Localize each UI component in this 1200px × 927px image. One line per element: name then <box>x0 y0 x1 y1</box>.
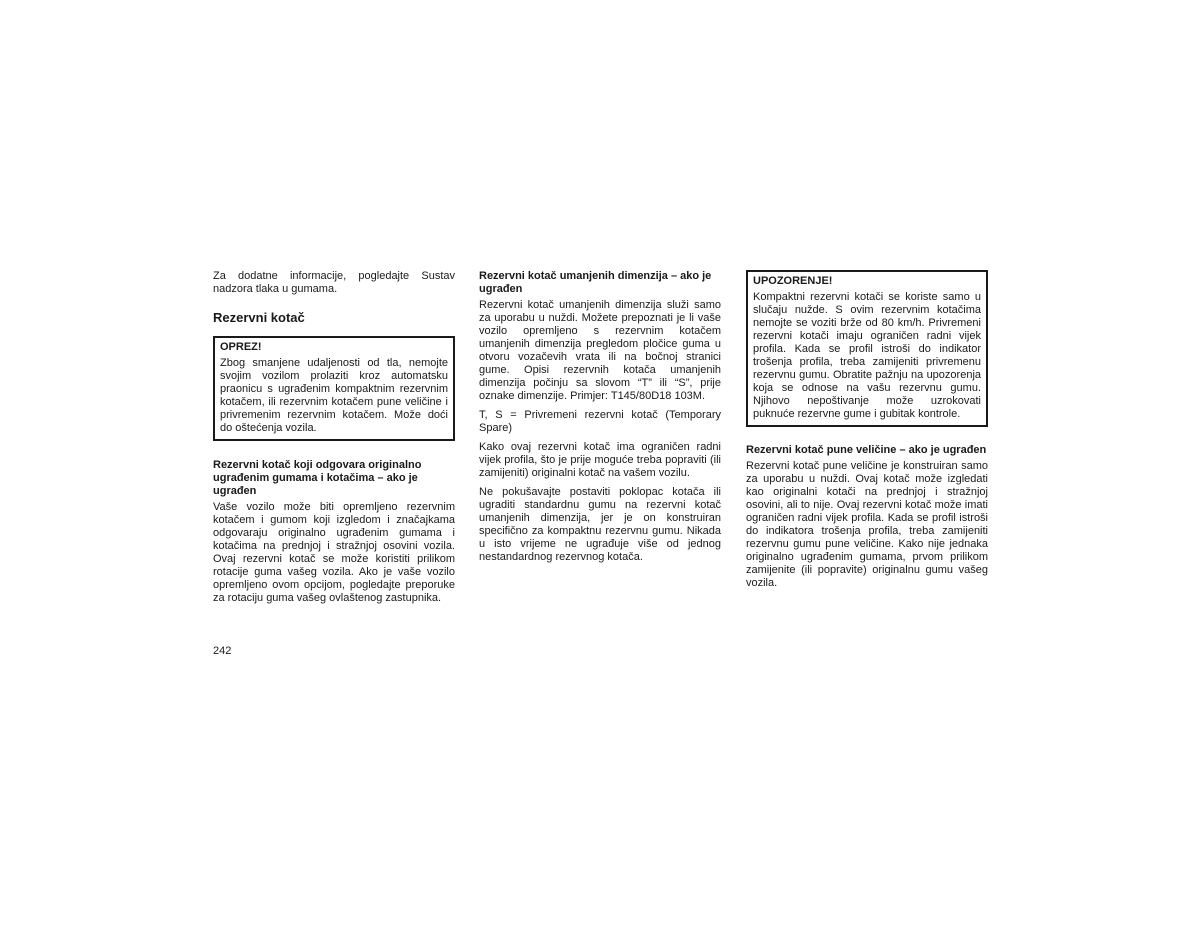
warning-title: UPOZORENJE! <box>753 275 833 287</box>
body-matching-spare: Vaše vozilo može biti opremljeno rezervnim kotačem i gumom koji izgledom i značajkama odgovaraju originalno ugrađenim gumama i kotačima na prednjoj i stražnjoj osovini vozila. Ovaj rezervni kotač se može koristiti prilikom rotacije guma vašeg vozila. Ako je vaše vozilo opremljeno ovom opcijom, pogledajte preporuke za rotaciju guma vašeg ovlaštenog zastupnika. <box>213 501 455 604</box>
subhead-compact-spare: Rezervni kotač umanjenih dimenzija – ako je ugrađen <box>479 270 712 295</box>
subhead-full-size-spare: Rezervni kotač pune veličine – ako je ugrađen <box>746 444 987 456</box>
caution-box <box>213 336 455 441</box>
compact-spare-paragraph-3: Kako ovaj rezervni kotač ima ograničen radni vijek profila, što je prije moguće treba popraviti (ili zamijeniti) originalni kotač na vašem vozilu. <box>479 441 721 479</box>
page-number: 242 <box>213 645 232 657</box>
caution-title: OPREZ! <box>220 341 262 353</box>
caution-text: Zbog smanjene udaljenosti od tla, nemojte svojim vozilom prolaziti kroz automatsku praonicu s ugrađenim kompaktnim rezervnim kotačem, ili rezervnim kotačem pune veličine i privremenim rezervnim kotačem. Može doći do oštećenja vozila. <box>220 357 448 434</box>
column-left <box>213 270 455 611</box>
column-right <box>746 270 988 596</box>
compact-spare-paragraph-2: T, S = Privremeni rezervni kotač (Temporary Spare) <box>479 409 721 434</box>
intro-paragraph: Za dodatne informacije, pogledajte Sustav nadzora tlaka u gumama. <box>213 270 455 295</box>
column-middle <box>479 270 721 570</box>
compact-spare-paragraph-4: Ne pokušavajte postaviti poklopac kotača ili ugraditi standardnu gumu na rezervni kotač umanjenih dimenzija, jer je on konstruiran specifično za kompaktnu rezervnu gumu. Nikada u isto vrijeme ne ugrađuje više od jednog nestandardnog rezervnog kotača. <box>479 486 721 563</box>
body-full-size-spare: Rezervni kotač pune veličine je konstruiran samo za uporabu u nuždi. Ovaj kotač može izgledati kao originalni kotači na prednjoj i stražnjoj osovini, ali to nije. Ovaj rezervni kotač može imati ograničen radni vijek profila. Kada se profil istroši do indikatora trošenja profila, treba zamijeniti rezervnu gumu pune veličine. Kako nije jednaka originalno ugrađenim gumama, prvom prilikom zamijenite (ili popravite) originalnu gumu vašeg vozila. <box>746 460 988 589</box>
warning-text: Kompaktni rezervni kotači se koriste samo u slučaju nužde. S ovim rezervnim kotačima nemojte se voziti brže od 80 km/h. Privremeni rezervni kotači imaju ograničen radni vijek profila. Kada se profil istroši do indikator trošenja profila, treba zamijeniti privremenu rezervnu gumu. Obratite pažnju na upozorenja koja se odnose na vašu rezervnu gumu. Njihovo nepoštivanje može uzrokovati puknuće rezervne gume i gubitak kontrole. <box>753 291 981 420</box>
warning-box <box>746 270 988 427</box>
subhead-matching-spare: Rezervni kotač koji odgovara originalno ugrađenim gumama i kotačima – ako je ugrađen <box>213 459 422 497</box>
section-title: Rezervni kotač <box>213 310 305 325</box>
compact-spare-paragraph-1: Rezervni kotač umanjenih dimenzija služi samo za uporabu u nuždi. Možete prepoznati je li vaše vozilo opremljeno s rezervnim kotačem umanjenih dimenzija pregledom pločice guma u otvoru vozačevih vrata ili na bočnoj stranici gume. Opisi rezervnih kotača umanjenih dimenzija počinju sa slovom “T” ili “S”, prije oznake dimenzije. Primjer: T145/80D18 103M. <box>479 299 721 402</box>
